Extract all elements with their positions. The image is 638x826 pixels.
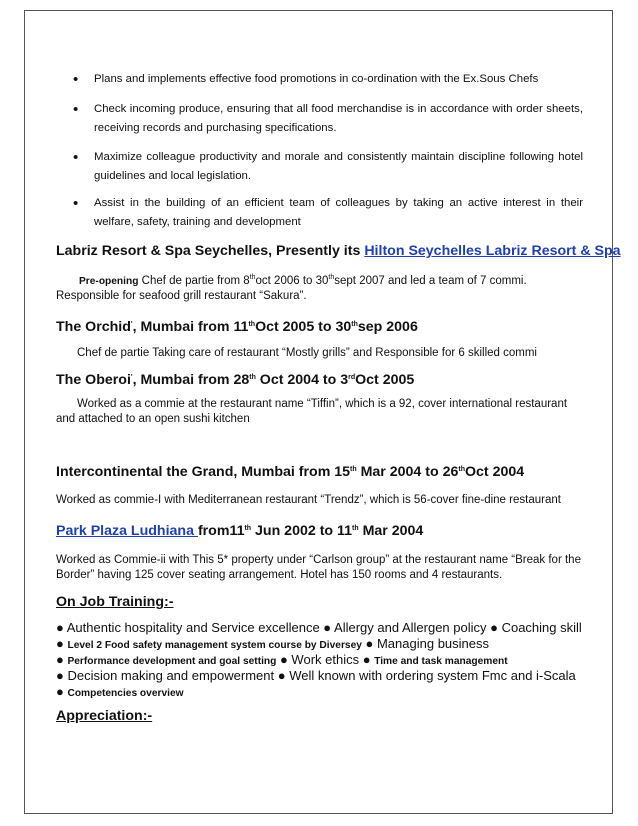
- oberoi-desc-line1: Worked as a commie at the restaurant name “Tiffin”, which is a 92, cover international restaurant: [77, 398, 568, 410]
- oberoi-heading-text: , Mumbai from 28: [132, 372, 250, 388]
- ordinal: th: [351, 321, 358, 328]
- orchid-desc: Chef de partie Taking care of restaurant “Mostly grills” and Responsible for 6 skilled commi: [77, 347, 537, 359]
- labriz-text: sept 2007 and led a team of 7 commi.: [334, 275, 527, 287]
- training-bullet: ●: [56, 684, 68, 699]
- bullet-glyph: •: [73, 195, 79, 212]
- ordinal: th: [458, 466, 465, 473]
- ordinal: th: [328, 274, 335, 281]
- ordinal: rd: [348, 374, 356, 381]
- training-item: Competencies overview: [67, 688, 184, 699]
- intercon-heading: [56, 464, 524, 480]
- orchid-heading-text: Oct 2005 to 30: [255, 319, 352, 335]
- labriz-heading: [56, 243, 621, 259]
- training-heading: On Job Training:-: [56, 594, 174, 610]
- park-plaza-link[interactable]: Park Plaza Ludhiana: [56, 523, 198, 539]
- labriz-heading-text: Labriz Resort & Spa Seychelles, Presently its: [56, 243, 365, 259]
- training-item: ● Managing business: [361, 636, 489, 651]
- training-line1: ● Authentic hospitality and Service excellence ● Allergy and Allergen policy ● Coaching skill: [56, 620, 582, 635]
- ordinal: th: [352, 525, 359, 532]
- labriz-line1: [79, 275, 527, 287]
- intercon-heading-text: Mar 2004 to 26: [356, 464, 459, 480]
- training-item: Performance development and goal setting: [67, 656, 277, 667]
- parkplaza-heading-text: from11: [197, 523, 245, 539]
- parkplaza-heading: [56, 523, 423, 539]
- labriz-line2: Responsible for seafood grill restaurant “Sakura”.: [56, 290, 307, 302]
- pre-opening-label: Pre-opening: [79, 276, 139, 287]
- bullet-glyph: •: [73, 71, 79, 88]
- parkplaza-desc-line1: Worked as Commie-ii with This 5* property under “Carlson group” at the restaurant name “Break for the: [56, 554, 581, 566]
- parkplaza-desc-line2: Border” having 125 cover seating arrangement. Hotel has 150 rooms and 4 restaurants.: [56, 569, 503, 581]
- bullet-text: Plans and implements effective food promotions in co-ordination with the Ex.Sous Chefs: [94, 73, 539, 85]
- intercon-desc: Worked as commie-I with Mediterranean restaurant “Trendz”, which is 56-cover fine-dine restaurant: [56, 494, 561, 506]
- orchid-heading-text: The Orchid: [56, 319, 131, 335]
- ordinal: th: [244, 525, 252, 532]
- intercon-heading-text: Intercontinental the Grand, Mumbai from 15: [56, 464, 351, 480]
- labriz-text: oct 2006 to 30: [255, 275, 329, 287]
- training-line4: ● Decision making and empowerment ● Well known with ordering system Fmc and i-Scala: [56, 668, 576, 683]
- training-item: Level 2 Food safety management system course by Diversey: [67, 640, 362, 651]
- bullet-glyph: •: [73, 101, 79, 118]
- labriz-text: Chef de partie from 8: [138, 275, 250, 287]
- prime-mark: ': [130, 374, 133, 381]
- oberoi-heading-text: Oct 2004 to 3: [255, 372, 349, 388]
- oberoi-heading-text: Oct 2005: [355, 372, 415, 388]
- oberoi-heading: [56, 372, 414, 388]
- parkplaza-heading-text: Mar 2004: [358, 523, 424, 539]
- orchid-heading-text: , Mumbai from 11: [132, 319, 249, 335]
- intercon-heading-text: Oct 2004: [464, 464, 525, 480]
- training-bullet: ●: [56, 652, 68, 667]
- training-item: ● Work ethics ●: [276, 652, 375, 667]
- prime-mark: ': [130, 321, 133, 328]
- training-item: Time and task management: [374, 656, 508, 667]
- hilton-labriz-link[interactable]: Hilton Seychelles Labriz Resort & Spa: [364, 243, 621, 259]
- bullet-text: Assist in the building of an efficient team of colleagues by taking an active interest in their welfare, safety, training and development: [94, 197, 583, 228]
- bullet-text: Maximize colleague productivity and morale and consistently maintain discipline following hotel guidelines and local legislation.: [94, 151, 583, 182]
- parkplaza-heading-text: Jun 2002 to 11: [251, 523, 353, 539]
- appreciation-heading: Appreciation:-: [56, 708, 153, 724]
- training-line3: [56, 652, 508, 667]
- bullet-glyph: •: [73, 149, 79, 166]
- orchid-heading: [56, 319, 418, 335]
- ordinal: th: [249, 374, 256, 381]
- training-line5: [56, 684, 184, 699]
- ordinal: th: [249, 274, 256, 281]
- ordinal: th: [248, 321, 256, 328]
- bullet-text: Check incoming produce, ensuring that all food merchandise is in accordance with order sheets, receiving records and purchasing specifications.: [94, 103, 583, 134]
- ordinal: th: [350, 466, 357, 473]
- training-bullet: ●: [56, 636, 68, 651]
- orchid-heading-text: sep 2006: [357, 319, 418, 335]
- oberoi-heading-text: The Oberoi: [56, 372, 131, 388]
- training-line2: [56, 636, 489, 651]
- oberoi-desc-line2: and attached to an open sushi kitchen: [56, 413, 250, 425]
